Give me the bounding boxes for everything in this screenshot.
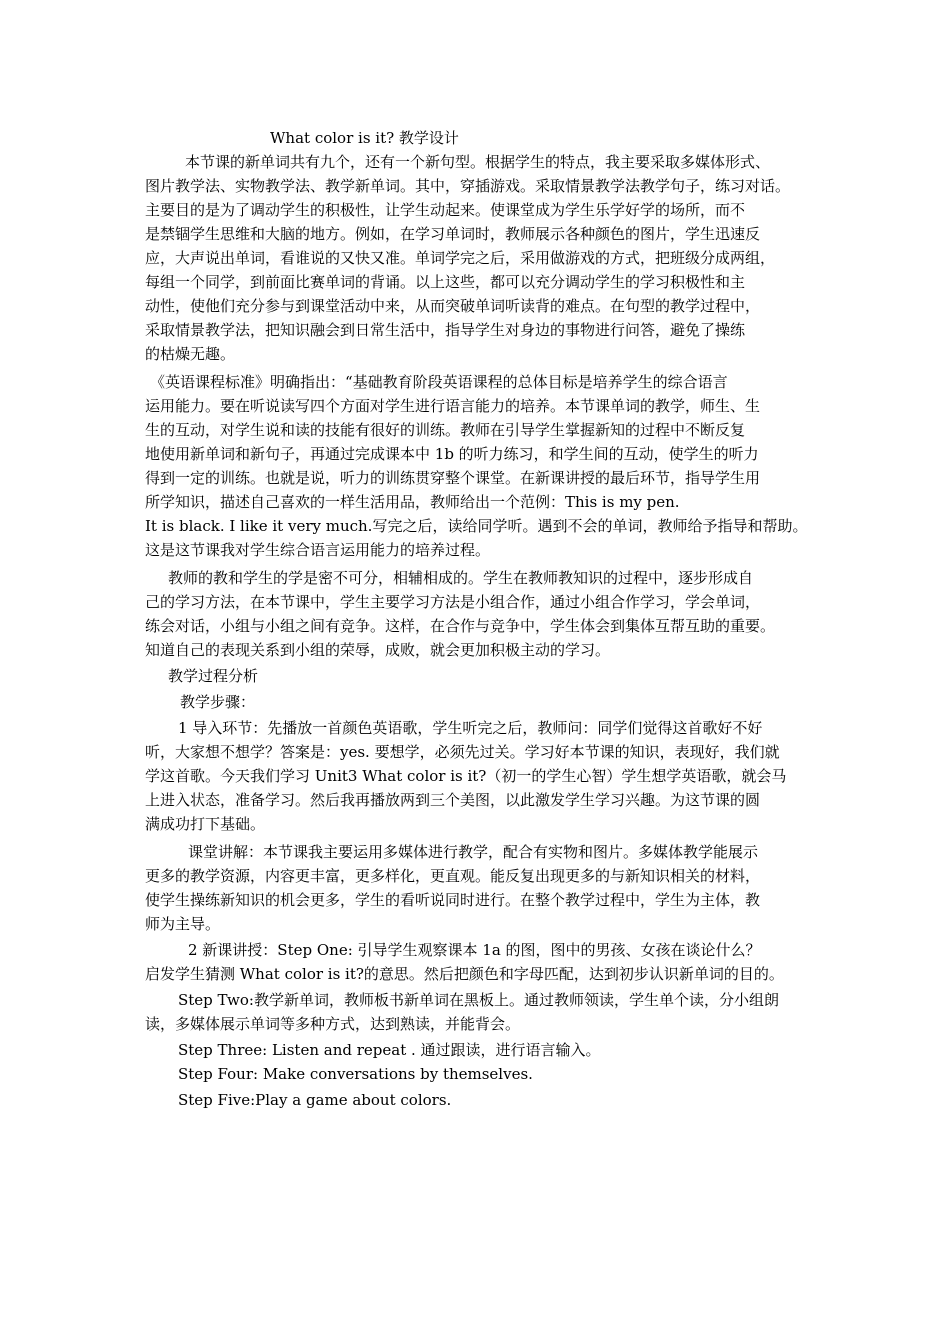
text-line: 应，大声说出单词，看谁说的又快又准。单词学完之后，采用做游戏的方式，把班级分成两组， [145,249,776,267]
text-line: 听，大家想不想学？答案是：yes. 要想学，必须先过关。学习好本节课的知识，表现好，我们就 [145,743,780,761]
text-line: 课堂讲解：本节课我主要运用多媒体进行教学，配合有实物和图片。多媒体教学能展示 [188,843,759,861]
text-line: 主要目的是为了调动学生的积极性，让学生动起来。使课堂成为学生乐学好学的场所，而不 [145,201,746,219]
text-line: 采取情景教学法，把知识融会到日常生活中，指导学生对身边的事物进行问答，避免了操练 [145,321,746,339]
text-line: Step Three: Listen and repeat . 通过跟读，进行语言输入。 [178,1041,601,1059]
text-line: 上进入状态，准备学习。然后我再播放两到三个美图，以此激发学生学习兴趣。为这节课的圆 [145,791,761,809]
text-line: 读，多媒体展示单词等多种方式，达到熟读，并能背会。 [145,1015,521,1033]
text-line: 动性，使他们充分参与到课堂活动中来，从而突破单词听读背的难点。在句型的教学过程中， [145,297,761,315]
text-line: 2 新课讲授：Step One: 引导学生观察课本 1a 的图，图中的男孩、女孩在谈论什么？ [188,941,761,959]
text-line: 1 导入环节：先播放一首颜色英语歌，学生听完之后，教师问：同学们觉得这首歌好不好 [178,719,763,737]
text-line: 得到一定的训练。也就是说，听力的训练贯穿整个课堂。在新课讲授的最后环节，指导学生用 [145,469,761,487]
text-line: 每组一个同学，到前面比赛单词的背诵。以上这些，都可以充分调动学生的学习积极性和主 [145,273,746,291]
text-line: 的枯燥无趣。 [145,345,236,363]
text-line: 更多的教学资源，内容更丰富，更多样化，更直观。能反复出现更多的与新知识相关的材料， [145,867,761,885]
text-line: 师为主导。 [145,915,221,933]
text-line: Step Five:Play a game about colors. [178,1091,452,1109]
page-title: What color is it? 教学设计 [270,129,459,147]
text-line: Step Two:教学新单词，教师板书新单词在黑板上。通过教师领读，学生单个读，分小组朗 [178,991,779,1009]
text-line: 这是这节课我对学生综合语言运用能力的培养过程。 [145,541,491,559]
text-line: 生的互动，对学生说和读的技能有很好的训练。教师在引导学生掌握新知的过程中不断反复 [145,421,746,439]
text-line: It is black. I like it very much.写完之后，读给同学听。遇到不会的单词，教师给予指导和帮助。 [145,517,808,535]
text-line: 启发学生猜测 What color is it?的意思。然后把颜色和字母匹配，达到初步认识新单词的目的。 [145,965,784,983]
text-line: 图片教学法、实物教学法、教学新单词。其中，穿插游戏。采取情景教学法教学句子，练习对话。 [145,177,791,195]
text-line: 地使用新单词和新句子，再通过完成课本中 1b 的听力练习，和学生间的互动，使学生的听力 [145,445,759,463]
text-line: 满成功打下基础。 [145,815,266,833]
section-heading: 教学过程分析 [168,667,259,685]
text-line: 是禁锢学生思维和大脑的地方。例如，在学习单词时，教师展示各种颜色的图片，学生迅速反 [145,225,761,243]
text-line: 所学知识，描述自己喜欢的一样生活用品，教师给出一个范例：This is my pen. [145,493,680,511]
text-line: 己的学习方法，在本节课中，学生主要学习方法是小组合作，通过小组合作学习，学会单词， [145,593,761,611]
text-line: 学这首歌。今天我们学习 Unit3 What color is it?（初一的学生心智）学生想学英语歌，就会马 [145,767,787,785]
section-heading: 教学步骤： [180,693,256,711]
text-line: 运用能力。要在听说读写四个方面对学生进行语言能力的培养。本节课单词的教学，师生、生 [145,397,761,415]
text-line: 知道自己的表现关系到小组的荣辱，成败，就会更加积极主动的学习。 [145,641,611,659]
text-line: 教师的教和学生的学是密不可分，相辅相成的。学生在教师教知识的过程中，逐步形成自 [168,569,754,587]
text-line: 练会对话，小组与小组之间有竞争。这样，在合作与竞争中，学生体会到集体互帮互助的重要。 [145,617,776,635]
text-line: 使学生操练新知识的机会更多，学生的看听说同时进行。在整个教学过程中，学生为主体，教 [145,891,761,909]
text-line: 《英语课程标准》明确指出：“基础教育阶段英语课程的总体目标是培养学生的综合语言 [150,373,728,391]
text-line: 本节课的新单词共有九个，还有一个新句型。根据学生的特点，我主要采取多媒体形式、 [185,153,771,171]
text-line: Step Four: Make conversations by themselves. [178,1065,533,1083]
